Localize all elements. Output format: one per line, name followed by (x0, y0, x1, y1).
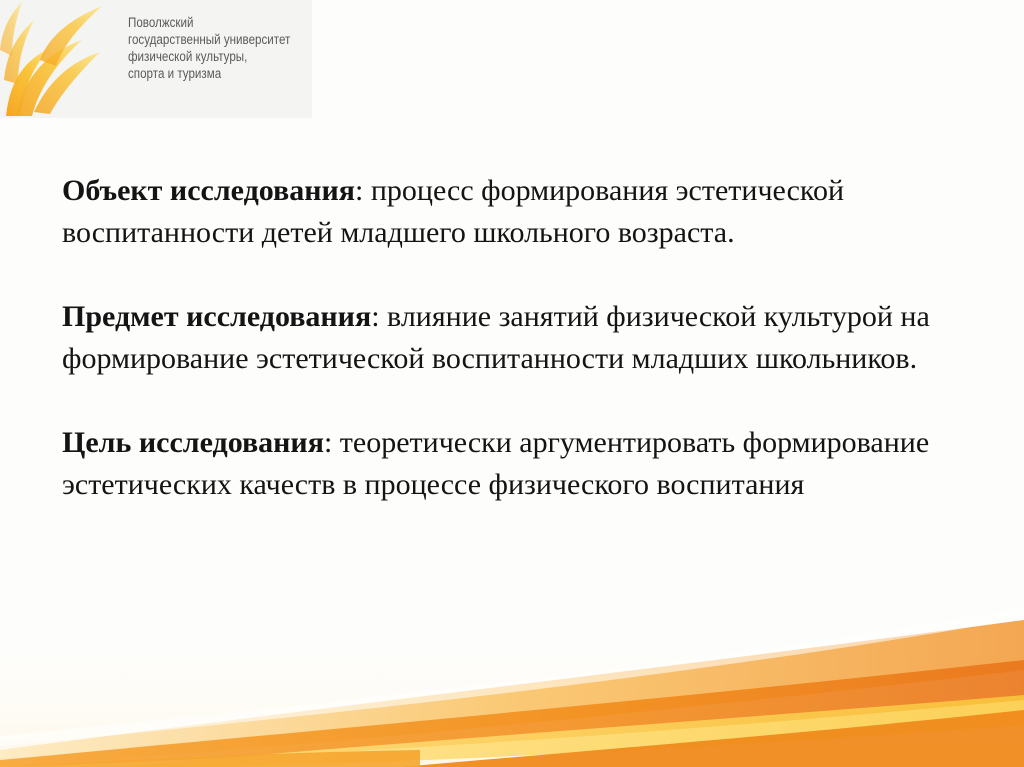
paragraph-text: процесс формирования эстетической воспитанности детей младшего школьного возраста. (62, 174, 845, 249)
paragraph-label: Объект исследования (62, 174, 356, 207)
research-object-paragraph (62, 170, 982, 254)
golden-laurel-wing-icon (0, 0, 115, 118)
label-separator: : (355, 174, 364, 207)
paragraph-label: Предмет исследования (62, 300, 372, 333)
university-name-line: спорта и туризма (128, 66, 222, 81)
label-separator: : (371, 300, 380, 333)
university-name-line: Поволжский (128, 15, 194, 30)
university-header (0, 0, 312, 118)
research-goal-paragraph (62, 422, 982, 506)
university-name (128, 14, 290, 82)
paragraph-text: влияние занятий физической культурой на формирование эстетической воспитанности младших школьников. (62, 300, 930, 375)
research-subject-paragraph (62, 296, 982, 380)
university-name-line: государственный университет (128, 32, 291, 47)
label-separator: : (323, 426, 333, 459)
university-name-line: физической культуры, (128, 49, 248, 64)
decorative-orange-swoosh (0, 560, 1024, 767)
paragraph-text: теоретически аргументировать формирование эстетических качеств в процессе физического воспитания (62, 426, 930, 501)
paragraph-label: Цель исследования (62, 426, 324, 459)
slide-content (62, 170, 982, 506)
